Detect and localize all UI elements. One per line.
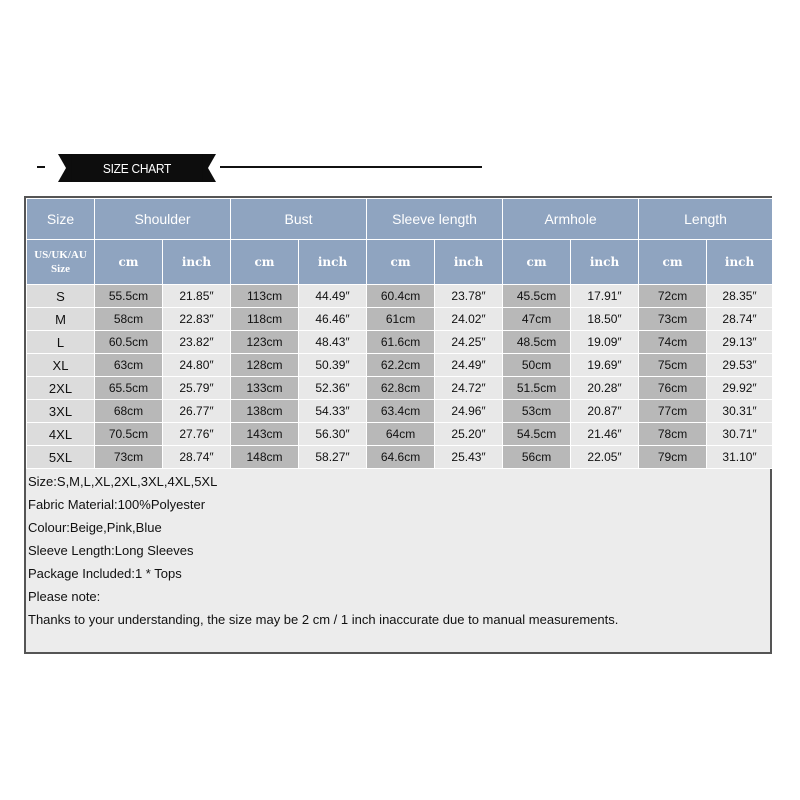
cm-cell: 76cm xyxy=(639,377,707,400)
cm-cell: 63.4cm xyxy=(367,400,435,423)
table-row xyxy=(27,377,773,400)
inch-cell: 28.74″ xyxy=(707,308,773,331)
inch-cell: 56.30″ xyxy=(299,423,367,446)
unit-header-row xyxy=(27,240,773,285)
cm-cell: 61.6cm xyxy=(367,331,435,354)
cm-cell: 77cm xyxy=(639,400,707,423)
size-cell: M xyxy=(27,308,95,331)
note-fabric: Fabric Material:100%Polyester xyxy=(28,497,206,512)
inch-cell: 30.71″ xyxy=(707,423,773,446)
sleeve-cm-header: cm xyxy=(367,240,435,285)
table-row xyxy=(27,423,773,446)
inch-cell: 28.74″ xyxy=(163,446,231,469)
armhole-inch-header: inch xyxy=(571,240,639,285)
cm-cell: 118cm xyxy=(231,308,299,331)
size-chart-panel xyxy=(24,196,772,654)
armhole-header: Armhole xyxy=(503,199,639,240)
cm-cell: 64.6cm xyxy=(367,446,435,469)
inch-cell: 19.69″ xyxy=(571,354,639,377)
header-dash xyxy=(37,166,45,168)
cm-cell: 128cm xyxy=(231,354,299,377)
inch-cell: 30.31″ xyxy=(707,400,773,423)
inch-cell: 25.43″ xyxy=(435,446,503,469)
size-cell: 5XL xyxy=(27,446,95,469)
cm-cell: 78cm xyxy=(639,423,707,446)
sleeve-inch-header: inch xyxy=(435,240,503,285)
inch-cell: 23.78″ xyxy=(435,285,503,308)
cm-cell: 74cm xyxy=(639,331,707,354)
bust-cm-header: cm xyxy=(231,240,299,285)
cm-cell: 72cm xyxy=(639,285,707,308)
size-column-header: Size xyxy=(27,199,95,240)
cm-cell: 63cm xyxy=(95,354,163,377)
cm-cell: 60.5cm xyxy=(95,331,163,354)
cm-cell: 51.5cm xyxy=(503,377,571,400)
cm-cell: 48.5cm xyxy=(503,331,571,354)
cm-cell: 75cm xyxy=(639,354,707,377)
cm-cell: 64cm xyxy=(367,423,435,446)
inch-cell: 24.25″ xyxy=(435,331,503,354)
cm-cell: 47cm xyxy=(503,308,571,331)
inch-cell: 29.13″ xyxy=(707,331,773,354)
inch-cell: 25.79″ xyxy=(163,377,231,400)
group-header-row xyxy=(27,199,773,240)
inch-cell: 25.20″ xyxy=(435,423,503,446)
tag-notch-left xyxy=(58,154,66,182)
inch-cell: 31.10″ xyxy=(707,446,773,469)
inch-cell: 24.80″ xyxy=(163,354,231,377)
note-colour: Colour:Beige,Pink,Blue xyxy=(28,520,162,535)
inch-cell: 54.33″ xyxy=(299,400,367,423)
inch-cell: 50.39″ xyxy=(299,354,367,377)
cm-cell: 54.5cm xyxy=(503,423,571,446)
shoulder-cm-header: cm xyxy=(95,240,163,285)
region-size-header xyxy=(27,240,95,285)
size-cell: 2XL xyxy=(27,377,95,400)
size-cell: S xyxy=(27,285,95,308)
bust-inch-header: inch xyxy=(299,240,367,285)
inch-cell: 21.85″ xyxy=(163,285,231,308)
table-row xyxy=(27,354,773,377)
size-table xyxy=(26,198,773,469)
cm-cell: 148cm xyxy=(231,446,299,469)
inch-cell: 29.92″ xyxy=(707,377,773,400)
table-row xyxy=(27,331,773,354)
length-inch-header: inch xyxy=(707,240,773,285)
inch-cell: 24.02″ xyxy=(435,308,503,331)
cm-cell: 62.8cm xyxy=(367,377,435,400)
note-sleeve-length: Sleeve Length:Long Sleeves xyxy=(28,543,194,558)
table-row xyxy=(27,285,773,308)
bust-header: Bust xyxy=(231,199,367,240)
inch-cell: 24.72″ xyxy=(435,377,503,400)
cm-cell: 123cm xyxy=(231,331,299,354)
size-cell: 4XL xyxy=(27,423,95,446)
shoulder-inch-header: inch xyxy=(163,240,231,285)
size-table-body xyxy=(27,285,773,469)
cm-cell: 138cm xyxy=(231,400,299,423)
inch-cell: 21.46″ xyxy=(571,423,639,446)
table-row xyxy=(27,400,773,423)
length-cm-header: cm xyxy=(639,240,707,285)
cm-cell: 53cm xyxy=(503,400,571,423)
size-cell: 3XL xyxy=(27,400,95,423)
note-package: Package Included:1 * Tops xyxy=(28,566,182,581)
inch-cell: 19.09″ xyxy=(571,331,639,354)
cm-cell: 65.5cm xyxy=(95,377,163,400)
table-row xyxy=(27,308,773,331)
region-size-label: Size xyxy=(51,263,70,275)
inch-cell: 52.36″ xyxy=(299,377,367,400)
size-chart-header xyxy=(0,150,800,186)
inch-cell: 22.83″ xyxy=(163,308,231,331)
inch-cell: 58.27″ xyxy=(299,446,367,469)
cm-cell: 68cm xyxy=(95,400,163,423)
shoulder-header: Shoulder xyxy=(95,199,231,240)
page-title: SIZE CHART xyxy=(72,154,203,182)
inch-cell: 22.05″ xyxy=(571,446,639,469)
cm-cell: 133cm xyxy=(231,377,299,400)
inch-cell: 20.87″ xyxy=(571,400,639,423)
inch-cell: 28.35″ xyxy=(707,285,773,308)
sleeve-length-header: Sleeve length xyxy=(367,199,503,240)
table-row xyxy=(27,446,773,469)
size-cell: XL xyxy=(27,354,95,377)
cm-cell: 143cm xyxy=(231,423,299,446)
cm-cell: 62.2cm xyxy=(367,354,435,377)
header-rule xyxy=(220,166,482,168)
region-label: US/UK/AU xyxy=(34,249,87,261)
size-cell: L xyxy=(27,331,95,354)
inch-cell: 26.77″ xyxy=(163,400,231,423)
inch-cell: 48.43″ xyxy=(299,331,367,354)
length-header: Length xyxy=(639,199,773,240)
inch-cell: 17.91″ xyxy=(571,285,639,308)
inch-cell: 18.50″ xyxy=(571,308,639,331)
cm-cell: 61cm xyxy=(367,308,435,331)
inch-cell: 29.53″ xyxy=(707,354,773,377)
note-sizes: Size:S,M,L,XL,2XL,3XL,4XL,5XL xyxy=(28,474,218,489)
cm-cell: 55.5cm xyxy=(95,285,163,308)
cm-cell: 70.5cm xyxy=(95,423,163,446)
armhole-cm-header: cm xyxy=(503,240,571,285)
note-disclaimer: Thanks to your understanding, the size may be 2 cm / 1 inch inaccurate due to manual measurements. xyxy=(28,612,619,627)
inch-cell: 27.76″ xyxy=(163,423,231,446)
cm-cell: 50cm xyxy=(503,354,571,377)
inch-cell: 24.96″ xyxy=(435,400,503,423)
cm-cell: 60.4cm xyxy=(367,285,435,308)
inch-cell: 24.49″ xyxy=(435,354,503,377)
inch-cell: 44.49″ xyxy=(299,285,367,308)
cm-cell: 73cm xyxy=(95,446,163,469)
cm-cell: 56cm xyxy=(503,446,571,469)
cm-cell: 113cm xyxy=(231,285,299,308)
product-notes xyxy=(28,470,768,631)
tag-notch-right xyxy=(208,154,216,182)
cm-cell: 79cm xyxy=(639,446,707,469)
inch-cell: 20.28″ xyxy=(571,377,639,400)
cm-cell: 73cm xyxy=(639,308,707,331)
cm-cell: 58cm xyxy=(95,308,163,331)
note-please-note: Please note: xyxy=(28,589,101,604)
inch-cell: 46.46″ xyxy=(299,308,367,331)
inch-cell: 23.82″ xyxy=(163,331,231,354)
cm-cell: 45.5cm xyxy=(503,285,571,308)
title-tag xyxy=(58,154,216,182)
